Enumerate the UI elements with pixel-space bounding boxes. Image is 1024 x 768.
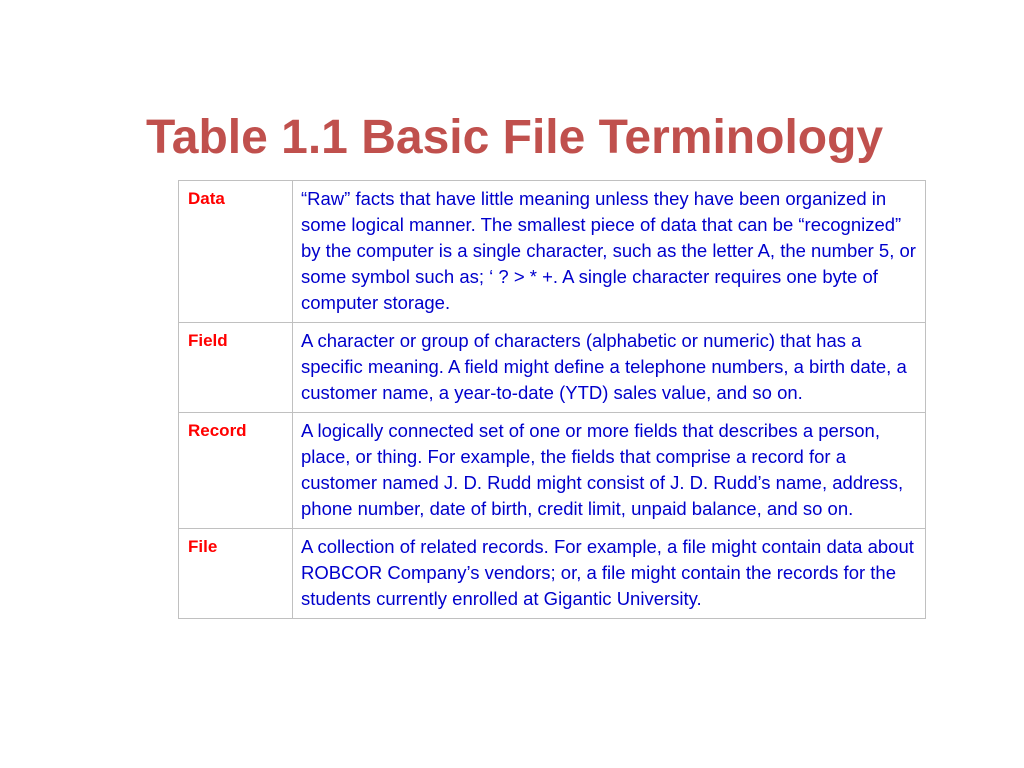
term-cell: Data [179,181,293,323]
slide-title: Table 1.1 Basic File Terminology [146,111,884,164]
term-cell: Record [179,413,293,529]
definition-cell: A collection of related records. For example, a file might contain data about ROBCOR Company’s vendors; or, a file might contain the records for the students currently enrolled at Gigantic University. [293,529,926,619]
terminology-table [178,180,926,619]
definition-cell: A character or group of characters (alphabetic or numeric) that has a specific meaning. A field might define a telephone numbers, a birth date, a customer name, a year-to-date (YTD) sales value, and so on. [293,323,926,413]
table-row-file [179,529,926,619]
table-row-field [179,323,926,413]
term-cell: File [179,529,293,619]
table-row-data [179,181,926,323]
definition-cell: “Raw” facts that have little meaning unless they have been organized in some logical manner. The smallest piece of data that can be “recognized” by the computer is a single character, such as the letter A, the number 5, or some symbol such as; ‘ ? > * +. A single character requires one byte of computer storage. [293,181,926,323]
definition-cell: A logically connected set of one or more fields that describes a person, place, or thing. For example, the fields that comprise a record for a customer named J. D. Rudd might consist of J. D. Rudd’s name, address, phone number, date of birth, credit limit, unpaid balance, and so on. [293,413,926,529]
term-cell: Field [179,323,293,413]
table-row-record [179,413,926,529]
